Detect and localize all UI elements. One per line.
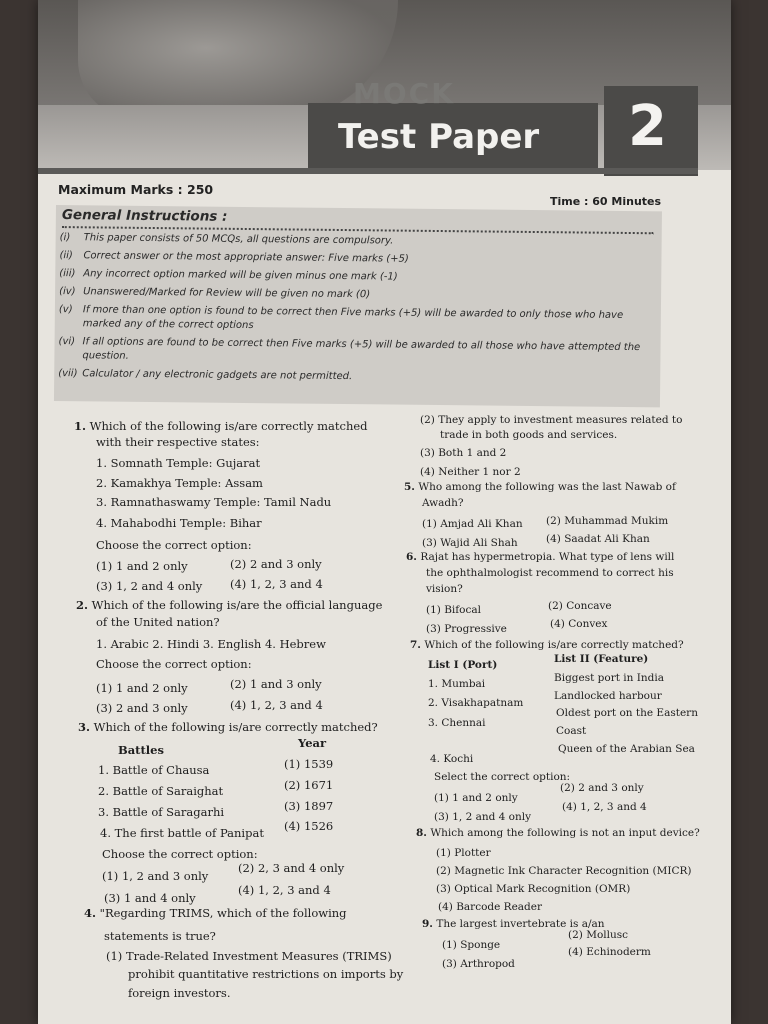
question-text: Awadh?	[422, 497, 464, 509]
general-instructions	[54, 205, 662, 407]
table-cell: 3. Battle of Saragarhi	[98, 805, 225, 819]
question-text: the ophthalmologist recommend to correct his	[426, 567, 674, 579]
max-marks: Maximum Marks : 250	[58, 182, 214, 197]
option: (4) 1, 2, 3 and 4	[562, 801, 647, 813]
option: (4) 1, 2, 3 and 4	[230, 698, 323, 712]
option: (2) 1 and 3 only	[230, 677, 322, 691]
question-number: 8.	[416, 827, 427, 839]
table-header: List I (Port)	[428, 659, 498, 671]
option: (2) 2 and 3 only	[230, 557, 322, 571]
option: (3) Wajid Ali Shah	[422, 537, 518, 549]
instruction-item: (i) This paper consists of 50 MCQs, all questions are compulsory.	[59, 232, 394, 247]
option: trade in both goods and services.	[440, 429, 618, 441]
instructions-heading: General Instructions :	[61, 207, 228, 225]
test-paper-page	[38, 0, 731, 1024]
instruction-item: (ii) Correct answer or the most appropriate answer: Five marks (+5)	[59, 250, 409, 265]
question-number: 1.	[74, 419, 87, 433]
instruction-item: (vi) If all options are found to be correct then Five marks (+5) will be awarded to all those who have attempted the question.	[58, 336, 641, 362]
instruction-item: (vii) Calculator / any electronic gadgets are not permitted.	[58, 368, 353, 383]
option: (1) Bifocal	[426, 604, 481, 616]
table-cell: 4. The first battle of Panipat	[100, 826, 264, 840]
page-title: Test Paper	[338, 117, 540, 157]
option: (2) Concave	[548, 600, 612, 612]
title-banner	[308, 77, 598, 169]
question-text: Who among the following was the last Nawab of	[418, 481, 676, 493]
question-text: statements is true?	[104, 929, 216, 943]
choose-prompt: Choose the correct option:	[102, 847, 258, 861]
instruction-item: (iv) Unanswered/Marked for Review will be given no mark (0)	[59, 286, 371, 301]
table-cell: Coast	[556, 725, 587, 737]
question-text: Which of the following is/are correctly matched	[89, 419, 368, 433]
question-number: 4.	[84, 906, 97, 920]
option: (4) Barcode Reader	[438, 901, 543, 913]
option: (4) Saadat Ali Khan	[546, 533, 650, 545]
paper-number-box	[604, 86, 698, 176]
table-cell: (2) 1671	[284, 778, 334, 792]
statement-item: 3. Ramnathaswamy Temple: Tamil Nadu	[96, 495, 332, 509]
table-cell: 4. Kochi	[430, 753, 474, 765]
table-header: Battles	[118, 743, 164, 757]
statement-item: 4. Mahabodhi Temple: Bihar	[96, 516, 262, 530]
question-number: 6.	[406, 551, 417, 563]
table-cell: Queen of the Arabian Sea	[558, 743, 695, 755]
option: (1) Amjad Ali Khan	[422, 518, 523, 530]
option: (3) 1 and 4 only	[104, 891, 196, 905]
option: (1) 1 and 2 only	[96, 681, 188, 695]
header-rule	[38, 168, 698, 174]
option: (3) Arthropod	[442, 958, 515, 970]
instruction-item: (iii) Any incorrect option marked will be given minus one mark (-1)	[59, 268, 398, 283]
paper-number: 2	[628, 94, 667, 159]
instruction-item: (v) If more than one option is found to be correct then Five marks (+5) will be awarded to only those who have marked any of the correct options	[58, 304, 624, 332]
option: (3) 1, 2 and 4 only	[96, 579, 203, 593]
statement-item: 1. Somnath Temple: Gujarat	[96, 456, 261, 470]
table-cell: Landlocked harbour	[554, 690, 662, 702]
option: (4) 1, 2, 3 and 4	[238, 883, 331, 897]
option: foreign investors.	[128, 986, 231, 1000]
option: (1) Sponge	[442, 939, 501, 951]
option: (1) 1 and 2 only	[434, 792, 518, 804]
table-cell: (1) 1539	[284, 757, 334, 771]
choose-prompt: Choose the correct option:	[96, 538, 252, 552]
question-text: Which among the following is not an input device?	[430, 827, 700, 839]
question-number: 2.	[76, 598, 89, 612]
option: (2) 2 and 3 only	[560, 782, 644, 794]
table-cell: Biggest port in India	[554, 672, 665, 684]
option: (2) Muhammad Mukim	[546, 515, 669, 527]
table-cell: (3) 1897	[284, 799, 334, 813]
statement-item: 1. Arabic 2. Hindi 3. English 4. Hebrew	[96, 637, 326, 651]
question-number: 5.	[404, 481, 415, 493]
option: prohibit quantitative restrictions on imports by	[128, 967, 404, 981]
table-cell: Oldest port on the Eastern	[556, 707, 698, 719]
table-header: Year	[298, 736, 327, 750]
table-cell: 1. Mumbai	[428, 678, 486, 690]
mock-text: MOCK	[353, 77, 455, 110]
table-cell: 2. Visakhapatnam	[428, 697, 524, 709]
option: (3) 2 and 3 only	[96, 701, 188, 715]
choose-prompt: Choose the correct option:	[96, 657, 252, 671]
question-text: with their respective states:	[96, 435, 260, 449]
question-text: The largest invertebrate is a/an	[436, 918, 605, 930]
question-number: 9.	[422, 918, 433, 930]
table-cell: 3. Chennai	[428, 717, 486, 729]
option: (2) They apply to investment measures related to	[420, 414, 683, 426]
option: (2) Mollusc	[568, 929, 629, 941]
question-text: Which of the following is/are correctly matched?	[424, 639, 684, 651]
table-cell: 2. Battle of Saraighat	[98, 784, 224, 798]
option: (3) 1, 2 and 4 only	[434, 811, 532, 823]
option: (1) 1 and 2 only	[96, 559, 188, 573]
option: (4) Convex	[550, 618, 608, 630]
question-number: 3.	[78, 720, 91, 734]
table-cell: 1. Battle of Chausa	[98, 763, 210, 777]
question-number: 7.	[410, 639, 421, 651]
option: (3) Both 1 and 2	[420, 447, 507, 459]
table-header: List II (Feature)	[554, 653, 649, 665]
question-text: vision?	[426, 583, 463, 595]
option: (4) 1, 2, 3 and 4	[230, 577, 323, 591]
option: (1) Trade-Related Investment Measures (TRIMS)	[106, 949, 392, 963]
option: (3) Optical Mark Recognition (OMR)	[436, 883, 631, 895]
option: (3) Progressive	[426, 623, 507, 635]
option: (2) 2, 3 and 4 only	[238, 861, 345, 875]
choose-prompt: Select the correct option:	[434, 771, 571, 783]
option: (4) Echinoderm	[568, 946, 651, 958]
question-text: "Regarding TRIMS, which of the following	[99, 906, 347, 920]
option: (1) Plotter	[436, 847, 491, 859]
instructions-list	[58, 231, 656, 391]
option: (4) Neither 1 nor 2	[420, 466, 521, 478]
hand-image	[78, 0, 398, 120]
table-cell: (4) 1526	[284, 819, 334, 833]
time-limit: Time : 60 Minutes	[550, 195, 662, 208]
question-text: Which of the following is/are the official language	[91, 598, 383, 612]
question-text: Which of the following is/are correctly matched?	[93, 720, 378, 734]
question-text: Rajat has hypermetropia. What type of lens will	[420, 551, 675, 563]
statement-item: 2. Kamakhya Temple: Assam	[96, 476, 263, 490]
option: (1) 1, 2 and 3 only	[102, 869, 209, 883]
question-text: of the United nation?	[96, 615, 220, 629]
option: (2) Magnetic Ink Character Recognition (MICR)	[436, 865, 692, 877]
